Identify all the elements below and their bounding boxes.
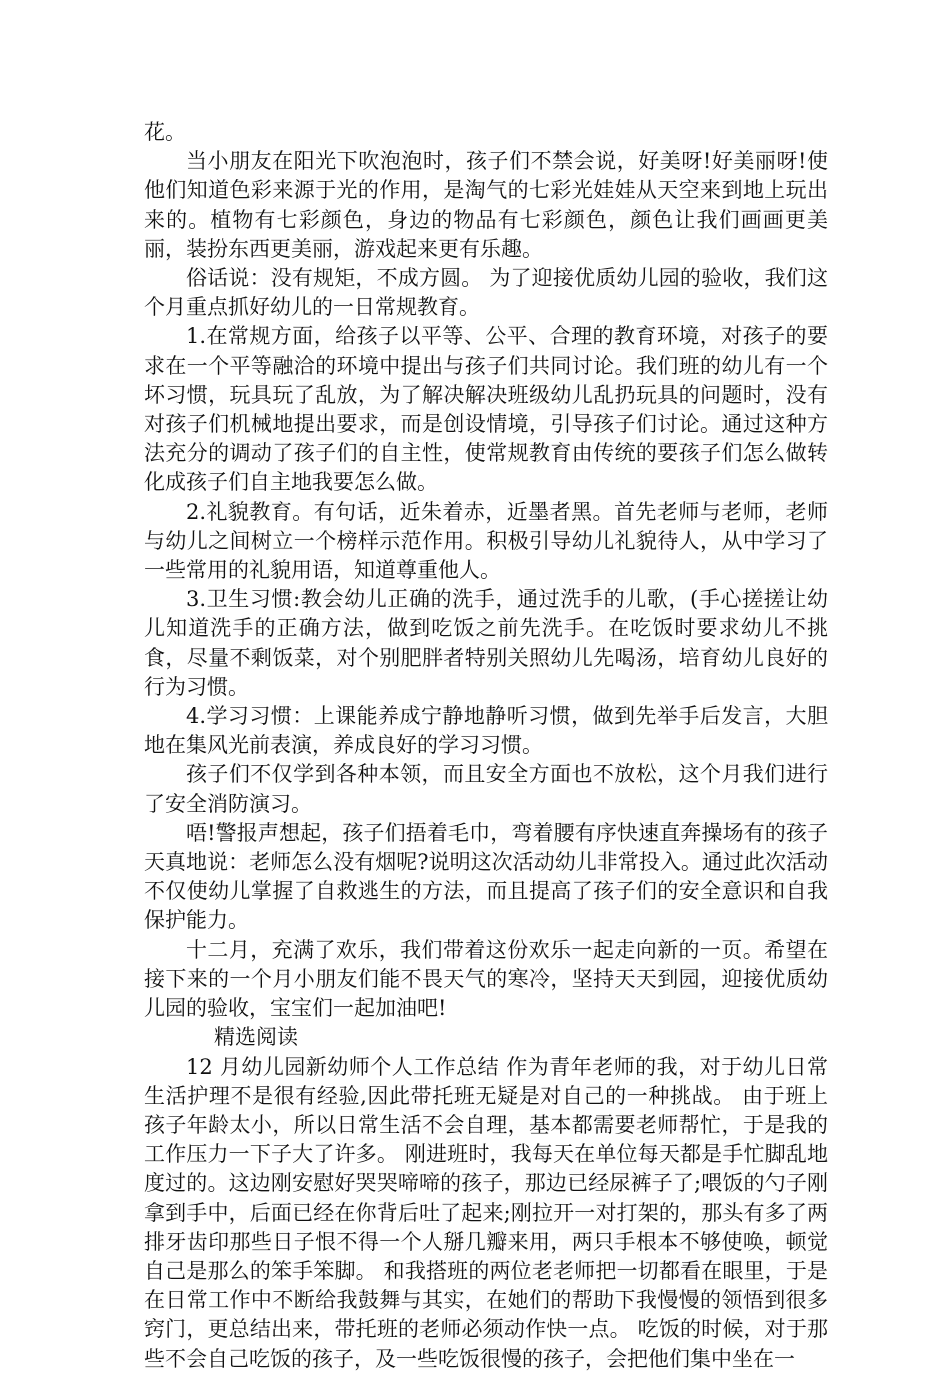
document-body (144, 118, 828, 1374)
paragraph-routine: 1.在常规方面，给孩子以平等、公平、合理的教育环境，对孩子的要求在一个平等融洽的环境中提出与孩子们共同讨论。我们班的幼儿有一个坏习惯，玩具玩了乱放，为了解决解决班级幼儿乱扔玩具的问题时，没有对孩子们机械地提出要求，而是创设情境，引导孩子们讨论。通过这种方法充分的调动了孩子们的自主性，使常规教育由传统的要孩子们怎么做转化成孩子们自主地我要怎么做。 (144, 324, 828, 495)
paragraph-continuation: 花。 (144, 120, 186, 144)
paragraph-december: 十二月，充满了欢乐，我们带着这份欢乐一起走向新的一页。希望在接下来的一个月小朋友们能不畏天气的寒冷，坚持天天到园，迎接优质幼儿园的验收，宝宝们一起加油吧! (144, 937, 828, 1021)
paragraph-study-habits: 4.学习习惯：上课能养成宁静地静听习惯，做到先举手后发言，大胆地在集风光前表演，养成良好的学习习惯。 (144, 704, 828, 758)
paragraph-safety: 孩子们不仅学到各种本领，而且安全方面也不放松，这个月我们进行了安全消防演习。 (144, 762, 828, 816)
paragraph-bubbles: 当小朋友在阳光下吹泡泡时，孩子们不禁会说，好美呀!好美丽呀!使他们知道色彩来源于光的作用，是淘气的七彩光娃娃从天空来到地上玩出来的。植物有七彩颜色，身边的物品有七彩颜色，颜色让我们画画更美丽，装扮东西更美丽，游戏起来更有乐趣。 (144, 149, 828, 261)
paragraph-fire-drill: 唔!警报声想起，孩子们捂着毛巾，弯着腰有序快速直奔操场有的孩子天真地说：老师怎么没有烟呢?说明这次活动幼儿非常投入。通过此次活动不仅使幼儿掌握了自救逃生的方法，而且提高了孩子们的安全意识和自我保护能力。 (144, 820, 828, 933)
paragraph-reading: 12 月幼儿园新幼师个人工作总结 作为青年老师的我，对于幼儿日常生活护理不是很有经验,因此带托班无疑是对自己的一种挑战。 由于班上孩子年龄太小，所以日常生活不会自理，基本都需要老师帮忙，于是我的工作压力一下子大了许多。 刚进班时，我每天在单位每天都是手忙脚乱地度过的。这边刚安慰好哭哭啼啼的孩子，那边已经尿裤子了;喂饭的勺子刚拿到手中，后面已经在你背后吐了起来;刚拉开一对打架的，那头有多了两排牙齿印那些日子恨不得一个人掰几瓣来用，两只手根本不够使唤，顿觉自己是那么的笨手笨脚。 和我搭班的两位老老师把一切都看在眼里，于是在日常工作中不断给我鼓舞与其实，在她们的帮助下我慢慢的领悟到很多窍门，更总结出来，带托班的老师必须动作快一点。 吃饭的时候，对于那些不会自己吃饭的孩子，及一些吃饭很慢的孩子，会把他们集中坐在一 (144, 1054, 828, 1371)
paragraph-hygiene: 3.卫生习惯:教会幼儿正确的洗手，通过洗手的儿歌，(手心搓搓让幼儿知道洗手的正确方法，做到吃饭之前先洗手。在吃饭时要求幼儿不挑食，尽量不剩饭菜，对个别肥胖者特别关照幼儿先喝汤，培育幼儿良好的行为习惯。 (144, 587, 828, 699)
section-heading: 精选阅读 (214, 1025, 298, 1050)
paragraph-rules-intro: 俗话说：没有规矩，不成方圆。 为了迎接优质幼儿园的验收，我们这个月重点抓好幼儿的一日常规教育。 (144, 266, 828, 320)
paragraph-manners: 2.礼貌教育。有句话，近朱着赤，近墨者黑。首先老师与老师，老师与幼儿之间树立一个榜样示范作用。积极引导幼儿礼貌待人，从中学习了一些常用的礼貌用语，知道尊重他人。 (144, 499, 828, 583)
